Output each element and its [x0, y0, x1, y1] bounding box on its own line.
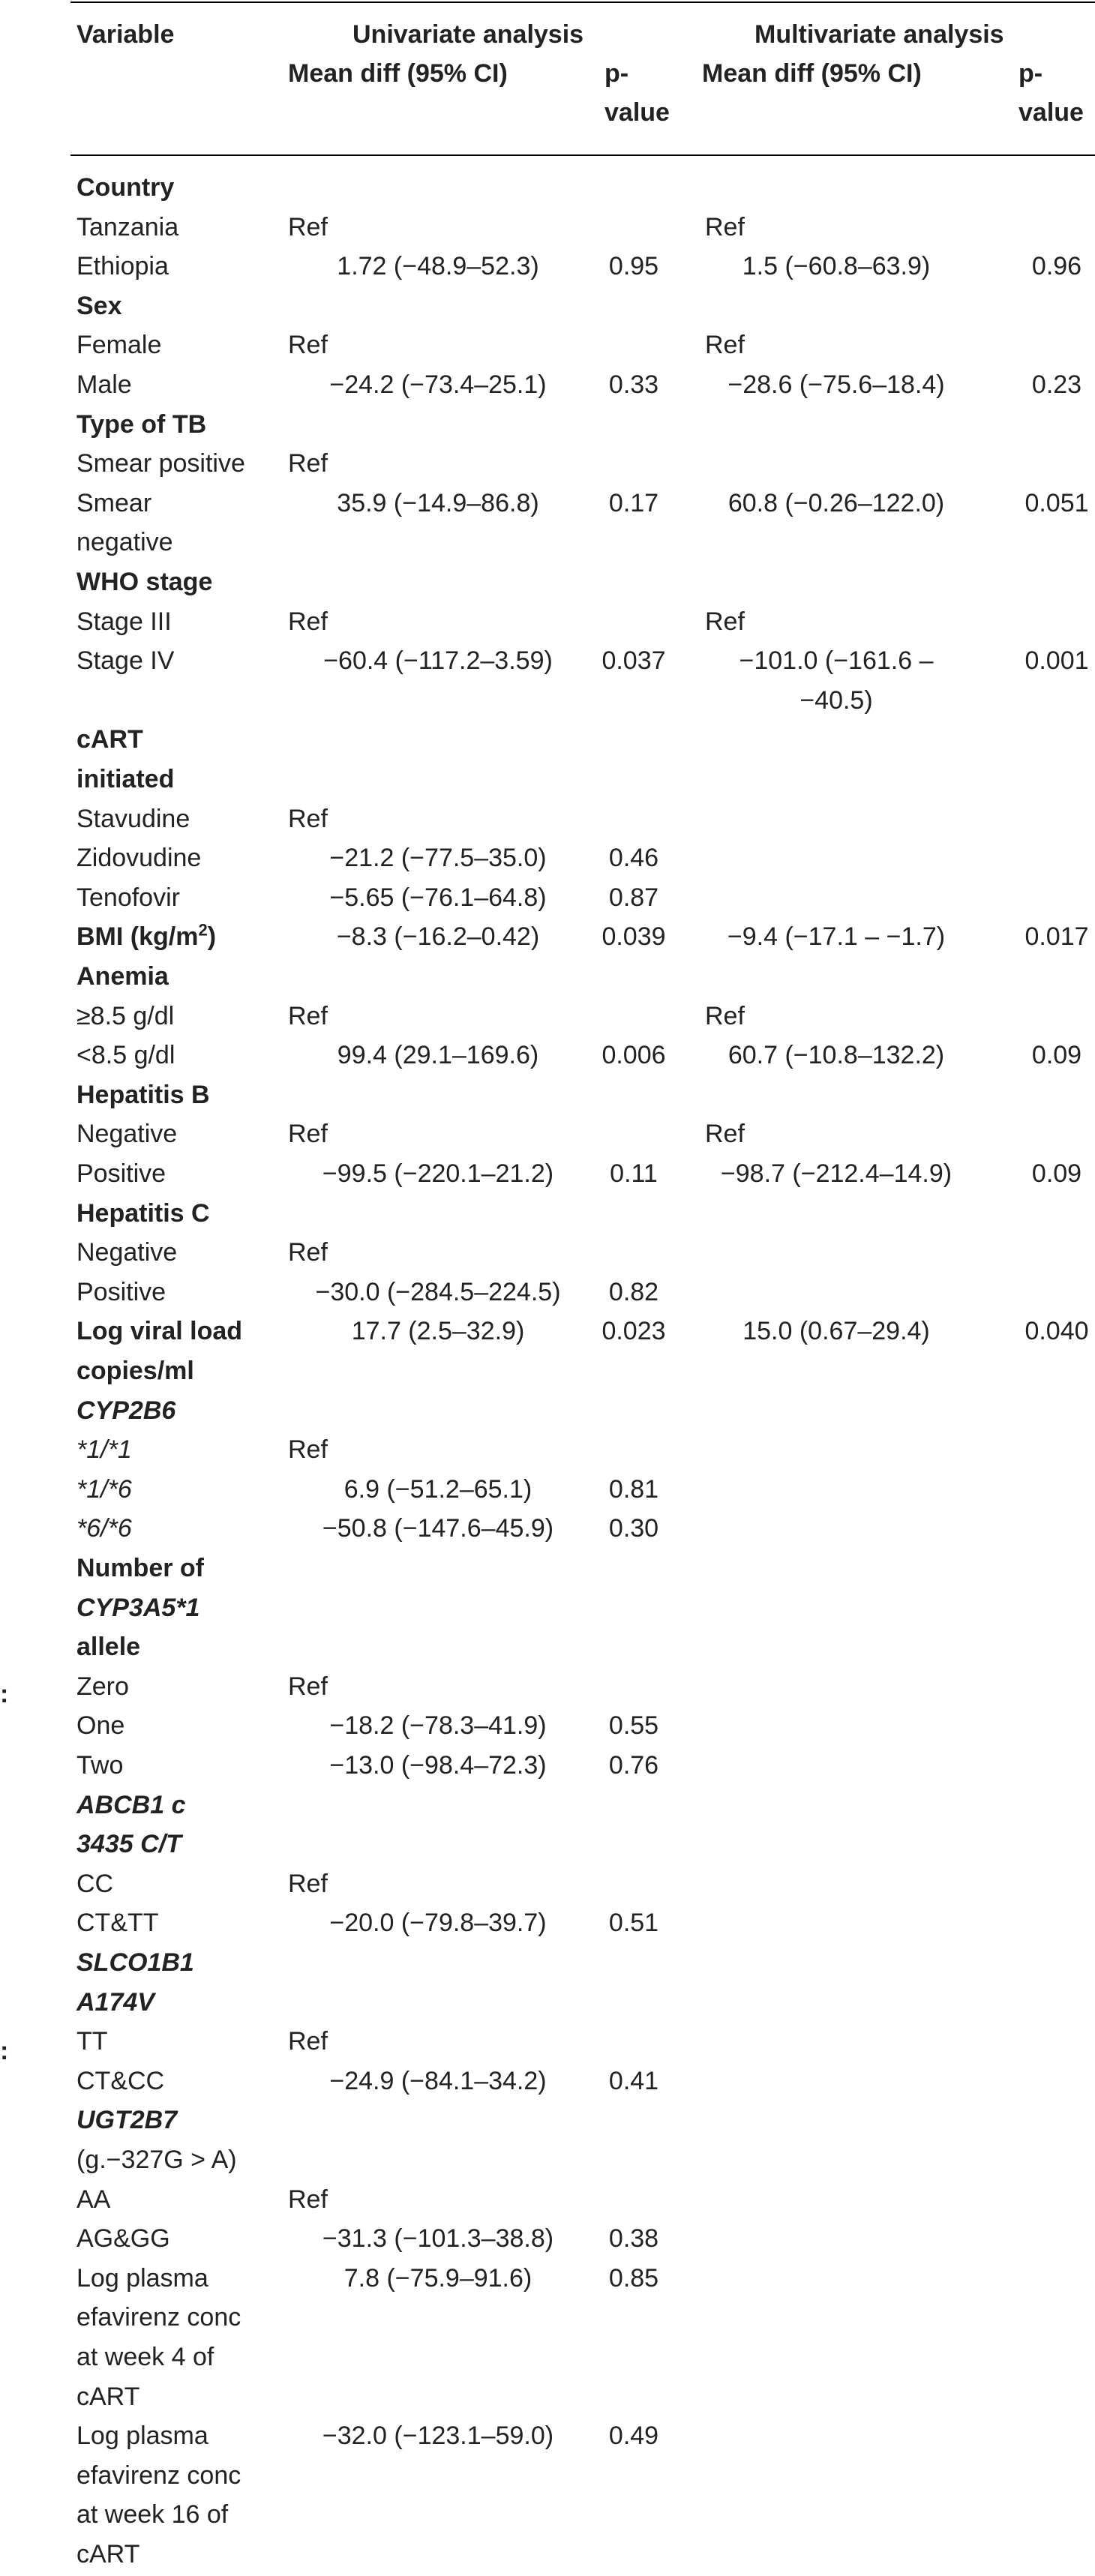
univariate-p-value: 0.17: [608, 488, 659, 517]
variable-label-text: BMI (kg/m: [76, 922, 199, 952]
univariate-p-value: 0.82: [608, 1277, 659, 1306]
univariate-mean-diff: Ref: [288, 1435, 328, 1465]
univariate-p-value: 0.49: [608, 2422, 659, 2451]
univariate-p-value: 0.41: [608, 2066, 659, 2095]
variable-label: Number of: [76, 1554, 204, 1582]
univariate-mean-diff: 6.9 (−51.2–65.1): [344, 1474, 532, 1504]
variable-label: cART: [76, 2382, 140, 2411]
variable-label: <8.5 g/dl: [76, 1041, 176, 1070]
variable-label: allele: [76, 1633, 141, 1662]
variable-label: CT&TT: [76, 1909, 159, 1938]
variable-label: AA: [76, 2185, 111, 2214]
multivariate-p-value: 0.09: [1031, 1041, 1082, 1070]
multivariate-mean-diff: Ref: [705, 331, 745, 360]
variable-label: 3435 C/T: [76, 1830, 182, 1859]
variable-label: AG&GG: [76, 2224, 170, 2254]
variable-label: Stavudine: [76, 804, 190, 833]
variable-label: SLCO1B1: [76, 1948, 194, 1977]
variable-label: Log plasma: [76, 2263, 208, 2293]
multivariate-p-value: 0.040: [1024, 1317, 1089, 1346]
univariate-mean-diff: −50.8 (−147.6–45.9): [322, 1514, 554, 1543]
header-multi-mean-diff: Mean diff (95% CI): [702, 59, 922, 88]
univariate-mean-diff: −20.0 (−79.8–39.7): [329, 1909, 547, 1938]
univariate-mean-diff: −24.9 (−84.1–34.2): [329, 2066, 547, 2095]
variable-label: Ethiopia: [76, 252, 169, 281]
variable-label: TT: [76, 2027, 108, 2056]
univariate-p-value: 0.33: [608, 370, 659, 399]
univariate-p-value: 0.81: [608, 1474, 659, 1504]
variable-label: Negative: [76, 1120, 178, 1149]
variable-label: Two: [76, 1751, 124, 1780]
univariate-p-value: 0.51: [608, 1909, 659, 1938]
header-multi-p-line2: value: [1018, 98, 1084, 127]
multivariate-mean-diff: −28.6 (−75.6–18.4): [728, 370, 945, 399]
univariate-mean-diff: Ref: [288, 1238, 328, 1267]
univariate-mean-diff: 17.7 (2.5–32.9): [351, 1317, 525, 1346]
variable-label: negative: [76, 528, 173, 557]
univariate-p-value: 0.38: [608, 2224, 659, 2254]
variable-label: Stage III: [76, 607, 172, 636]
header-variable: Variable: [76, 20, 175, 49]
multivariate-p-value: 0.09: [1031, 1159, 1082, 1188]
variable-label: Zero: [76, 1672, 129, 1701]
variable-label: Anemia: [76, 962, 169, 991]
univariate-mean-diff: −99.5 (−220.1–21.2): [322, 1159, 554, 1188]
variable-label: ≥8.5 g/dl: [76, 1001, 175, 1030]
multivariate-p-value: 0.23: [1031, 370, 1082, 399]
header-univariate: Univariate analysis: [352, 20, 584, 49]
variable-label: CYP2B6: [76, 1396, 176, 1425]
multivariate-mean-diff: Ref: [705, 1001, 745, 1030]
multivariate-mean-diff: 60.8 (−0.26–122.0): [728, 488, 945, 517]
univariate-mean-diff: 35.9 (−14.9–86.8): [337, 488, 539, 517]
univariate-mean-diff: Ref: [288, 607, 328, 636]
univariate-mean-diff: −13.0 (−98.4–72.3): [329, 1751, 547, 1780]
variable-label: WHO stage: [76, 568, 213, 596]
univariate-mean-diff: Ref: [288, 331, 328, 360]
multivariate-mean-diff: Ref: [705, 1120, 745, 1149]
multivariate-mean-diff: −9.4 (−17.1 – −1.7): [727, 922, 946, 952]
univariate-p-value: 0.46: [608, 844, 659, 873]
multivariate-mean-diff: Ref: [705, 212, 745, 241]
variable-label: One: [76, 1711, 125, 1741]
side-mark: :: [0, 2037, 9, 2065]
univariate-mean-diff: Ref: [288, 804, 328, 833]
univariate-p-value: 0.023: [602, 1317, 666, 1346]
variable-label: at week 16 of: [76, 2500, 229, 2530]
header-uni-p-line2: value: [604, 98, 670, 127]
multivariate-mean-diff: 60.7 (−10.8–132.2): [728, 1041, 945, 1070]
variable-label: copies/ml: [76, 1356, 194, 1385]
variable-label: CYP3A5*1: [76, 1593, 200, 1622]
univariate-mean-diff: Ref: [288, 2027, 328, 2056]
multivariate-p-value: 0.017: [1024, 922, 1089, 952]
multivariate-p-value: 0.96: [1031, 252, 1082, 281]
header-uni-p-line1: p-: [604, 59, 629, 88]
univariate-p-value: 0.87: [608, 883, 659, 912]
variable-label: UGT2B7: [76, 2106, 178, 2135]
univariate-mean-diff: −31.3 (−101.3–38.8): [322, 2224, 554, 2254]
univariate-mean-diff: −30.0 (−284.5–224.5): [315, 1277, 561, 1306]
univariate-mean-diff: Ref: [288, 1120, 328, 1149]
variable-label: Stage IV: [76, 646, 175, 676]
multivariate-mean-diff-cont: −40.5): [800, 685, 873, 715]
variable-label: efavirenz conc: [76, 2303, 242, 2332]
variable-label: Sex: [76, 291, 122, 320]
multivariate-mean-diff: −101.0 (−161.6 –: [739, 646, 934, 676]
variable-label: at week 4 of: [76, 2342, 214, 2371]
variable-label: CT&CC: [76, 2066, 165, 2095]
variable-label: Hepatitis C: [76, 1198, 210, 1228]
variable-label: Zidovudine: [76, 844, 202, 873]
multivariate-mean-diff: 15.0 (0.67–29.4): [742, 1317, 930, 1346]
variable-label-text: ): [207, 922, 217, 952]
multivariate-p-value: 0.051: [1024, 488, 1089, 517]
multivariate-mean-diff: Ref: [705, 607, 745, 636]
variable-label: *1/*6: [76, 1474, 132, 1504]
univariate-mean-diff: −60.4 (−117.2–3.59): [323, 646, 553, 676]
variable-label: Country: [76, 173, 175, 202]
variable-label: Negative: [76, 1238, 178, 1267]
variable-label: *1/*1: [76, 1435, 132, 1465]
multivariate-mean-diff: 1.5 (−60.8–63.9): [742, 252, 931, 281]
univariate-mean-diff: Ref: [288, 212, 328, 241]
univariate-p-value: 0.039: [602, 922, 666, 952]
multivariate-p-value: 0.001: [1024, 646, 1089, 676]
variable-label: cART: [76, 725, 143, 754]
variable-label: (g.−327G > A): [76, 2145, 237, 2174]
multivariate-mean-diff: −98.7 (−212.4–14.9): [720, 1159, 952, 1188]
univariate-p-value: 0.006: [602, 1041, 666, 1070]
univariate-mean-diff: Ref: [288, 2185, 328, 2214]
variable-label: initiated: [76, 764, 175, 793]
variable-label: Tenofovir: [76, 883, 180, 912]
variable-label: Smear positive: [76, 449, 245, 478]
univariate-mean-diff: −8.3 (−16.2–0.42): [336, 922, 540, 952]
univariate-p-value: 0.11: [610, 1159, 658, 1188]
variable-label: [76, 917, 216, 956]
variable-label: Positive: [76, 1277, 166, 1306]
top-rule: [70, 1, 1095, 3]
univariate-mean-diff: −32.0 (−123.1–59.0): [322, 2422, 554, 2451]
univariate-mean-diff: 1.72 (−48.9–52.3): [337, 252, 539, 281]
univariate-p-value: 0.85: [608, 2263, 659, 2293]
variable-label: A174V: [76, 1987, 154, 2017]
variable-label: *6/*6: [76, 1514, 132, 1543]
univariate-p-value: 0.76: [608, 1751, 659, 1780]
variable-label: CC: [76, 1869, 114, 1898]
header-multivariate: Multivariate analysis: [754, 20, 1004, 49]
univariate-mean-diff: Ref: [288, 1001, 328, 1030]
variable-label: Tanzania: [76, 212, 179, 241]
variable-label: Log plasma: [76, 2422, 208, 2451]
variable-label: Log viral load: [76, 1317, 243, 1346]
variable-label-sup: 2: [198, 921, 208, 940]
univariate-p-value: 0.95: [608, 252, 659, 281]
univariate-mean-diff: Ref: [288, 1869, 328, 1898]
univariate-mean-diff: −24.2 (−73.4–25.1): [329, 370, 547, 399]
variable-label: cART: [76, 2539, 140, 2569]
univariate-p-value: 0.30: [608, 1514, 659, 1543]
univariate-mean-diff: 99.4 (29.1–169.6): [337, 1041, 539, 1070]
variable-label: Female: [76, 331, 162, 360]
variable-label: Smear: [76, 488, 152, 517]
side-mark: :: [0, 1680, 9, 1708]
variable-label: Positive: [76, 1159, 166, 1188]
header-uni-mean-diff: Mean diff (95% CI): [288, 59, 508, 88]
variable-label: efavirenz conc: [76, 2461, 242, 2490]
variable-label: Type of TB: [76, 409, 207, 439]
univariate-p-value: 0.55: [608, 1711, 659, 1741]
univariate-mean-diff: −5.65 (−76.1–64.8): [329, 883, 547, 912]
univariate-mean-diff: −21.2 (−77.5–35.0): [329, 844, 547, 873]
univariate-mean-diff: Ref: [288, 1672, 328, 1701]
univariate-p-value: 0.037: [602, 646, 666, 676]
univariate-mean-diff: 7.8 (−75.9–91.6): [344, 2263, 532, 2293]
variable-label: Male: [76, 370, 132, 399]
header-rule: [70, 154, 1095, 156]
header-multi-p-line1: p-: [1018, 59, 1043, 88]
univariate-mean-diff: Ref: [288, 449, 328, 478]
variable-label: ABCB1 c: [76, 1790, 186, 1819]
univariate-mean-diff: −18.2 (−78.3–41.9): [329, 1711, 547, 1741]
variable-label: Hepatitis B: [76, 1080, 210, 1109]
